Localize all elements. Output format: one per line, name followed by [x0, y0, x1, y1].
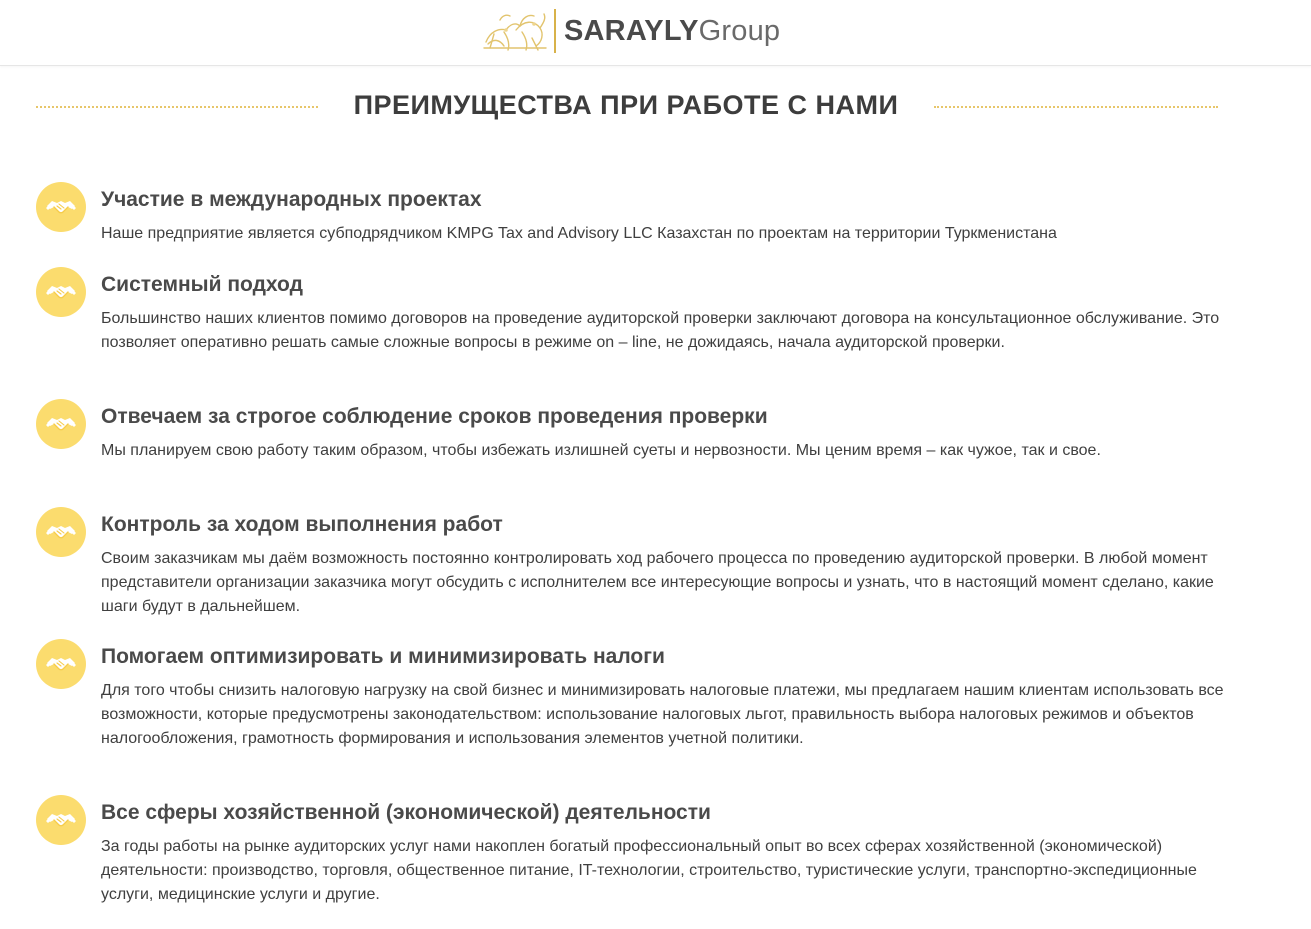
feature-item — [36, 795, 1226, 927]
feature-item — [36, 399, 1226, 507]
feature-description: Мы планируем свою работу таким образом, чтобы избежать излишней суеты и нервозности. Мы ценим время – как чужое, так и свое. — [101, 442, 1101, 459]
logo-divider — [554, 9, 556, 53]
decorative-dotted-line-left — [36, 106, 318, 108]
feature-title: Отвечаем за строгое соблюдение сроков проведения проверки — [101, 405, 768, 428]
feature-title: Все сферы хозяйственной (экономической) деятельности — [101, 801, 711, 824]
decorative-dotted-line-right — [934, 106, 1218, 108]
feature-icon-badge — [36, 267, 86, 317]
feature-description: Своим заказчикам мы даём возможность постоянно контролировать ход рабочего процесса по проведению аудиторской проверки. В любой момент представители организации заказчика могут обсудить с исполнителем все интересующие вопросы и узнать, что в настоящий момент сделано, какие шаги будут в дальнейшем. — [101, 550, 1214, 615]
brand-name-light: Group — [698, 14, 781, 47]
feature-description: Большинство наших клиентов помимо договоров на проведение аудиторской проверки заключают договора на консультационное обслуживание. Это позволяет оперативно решать самые сложные вопросы в режиме on – line, не дожидаясь, начала аудиторской проверки. — [101, 310, 1220, 351]
feature-icon-badge — [36, 507, 86, 557]
feature-description: Для того чтобы снизить налоговую нагрузку на свой бизнес и минимизировать налоговые платежи, мы предлагаем нашим клиентам использовать все возможности, которые предусмотрены законодательством: использование налоговых льгот, правильность выбора налоговых режимов и объектов налогообложения, грамотность формирования и использования элементов учетной политики. — [101, 682, 1224, 747]
handshake-icon — [46, 281, 76, 303]
handshake-icon — [46, 653, 76, 675]
handshake-icon — [46, 196, 76, 218]
feature-title: Контроль за ходом выполнения работ — [101, 513, 503, 536]
feature-icon-badge — [36, 795, 86, 845]
feature-title: Участие в международных проектах — [101, 188, 482, 211]
feature-title: Системный подход — [101, 273, 303, 296]
feature-icon-badge — [36, 182, 86, 232]
handshake-icon — [46, 809, 76, 831]
brand-name — [564, 14, 781, 47]
feature-title: Помогаем оптимизировать и минимизировать налоги — [101, 645, 665, 668]
handshake-icon — [46, 413, 76, 435]
section-title: ПРЕИМУЩЕСТВА ПРИ РАБОТЕ С НАМИ — [353, 90, 899, 120]
bull-bear-emblem-icon — [480, 8, 550, 54]
feature-description: Наше предприятие является субподрядчиком KMPG Tax and Advisory LLC Казахстан по проектам на территории Туркменистана — [101, 225, 1057, 242]
feature-item — [36, 507, 1226, 639]
brand-logo[interactable] — [480, 6, 780, 56]
section-header — [36, 88, 1218, 128]
feature-description: За годы работы на рынке аудиторских услуг нами накоплен богатый профессиональный опыт во всех сферах хозяйственной (экономической) деятельности: производство, торговля, общественное питание, IT-технологии, строительство, туристические услуги, транспортно-экспедиционные услуги, медицинские услуги и другие. — [101, 838, 1197, 903]
feature-item — [36, 267, 1226, 399]
features-list — [36, 182, 1226, 927]
feature-icon-badge — [36, 399, 86, 449]
feature-icon-badge — [36, 639, 86, 689]
feature-item — [36, 639, 1226, 795]
site-header — [0, 0, 1311, 66]
feature-item — [36, 182, 1226, 267]
handshake-icon — [46, 521, 76, 543]
brand-name-bold: SARAYLY — [564, 14, 699, 47]
